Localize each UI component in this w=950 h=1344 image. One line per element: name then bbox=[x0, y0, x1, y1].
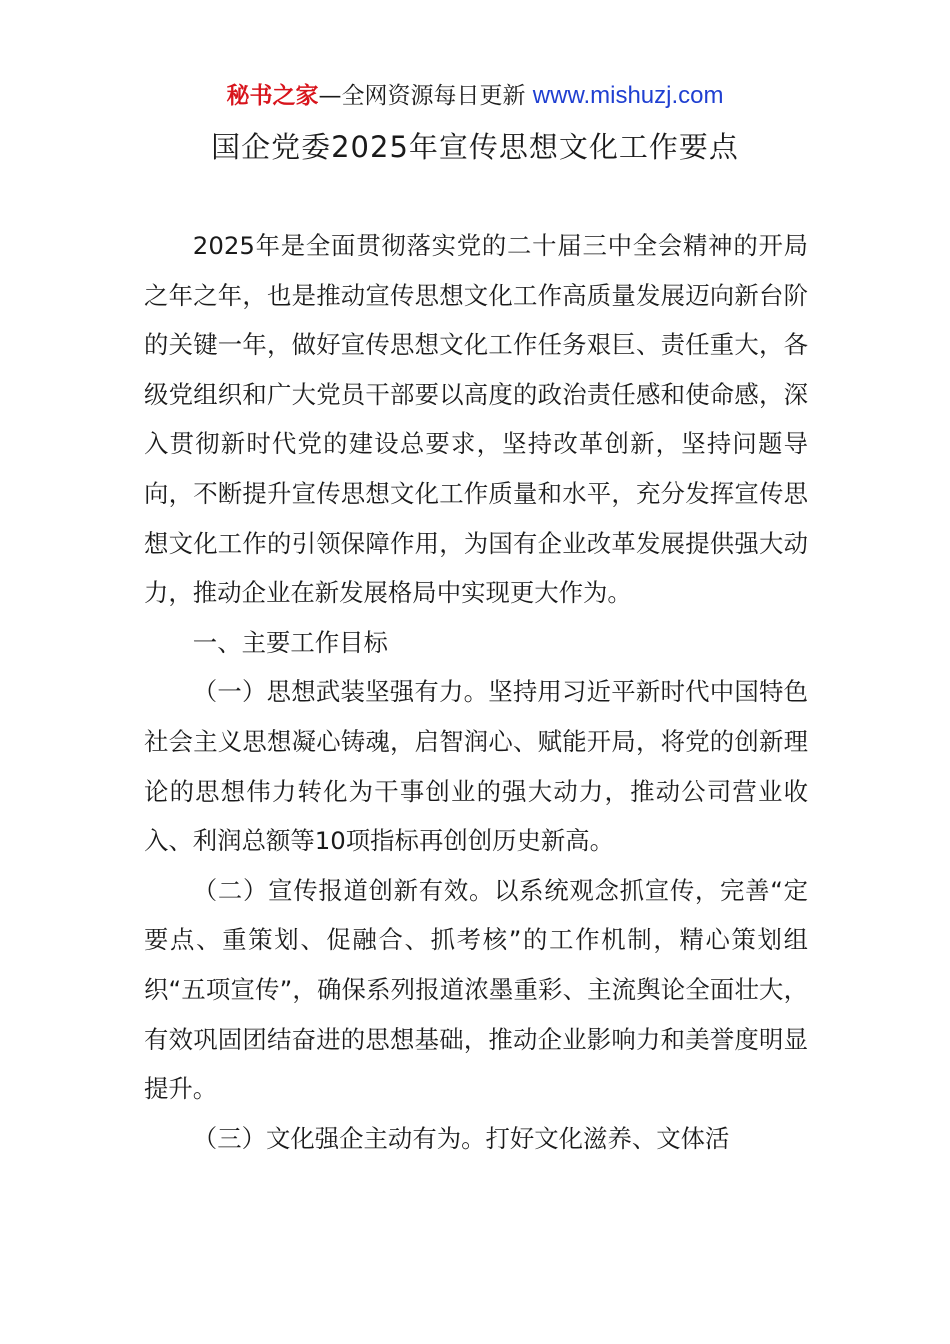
site-url-link[interactable]: www.mishuzj.com bbox=[532, 82, 724, 109]
document-title: 国企党委2025年宣传思想文化工作要点 bbox=[211, 130, 739, 164]
site-brand: 秘书之家 bbox=[226, 83, 319, 109]
goal-paragraph-2: （二）宣传报道创新有效。以系统观念抓宣传，完善“定要点、重策划、促融合、抓考核”的工作机制，精心策划组织“五项宣传”，确保系列报道浓墨重彩、主流舆论全面壮大，有效巩固团结奋进的思想基础，推动企业影响力和美誉度明显提升。 bbox=[144, 875, 808, 1104]
site-tagline: —全网资源每日更新 bbox=[318, 83, 533, 109]
goal-paragraph-3: （三）文化强企主动有为。打好文化滋养、文体活 bbox=[192, 1123, 730, 1153]
document-body bbox=[144, 221, 808, 1163]
goal-paragraph-1: （一）思想武装坚强有力。坚持用习近平新时代中国特色社会主义思想凝心铸魂，启智润心、赋能开局，将党的创新理论的思想伟力转化为干事创业的强大动力，推动公司营业收入、利润总额等10项指标再创创历史新高。 bbox=[144, 677, 808, 856]
site-header bbox=[0, 80, 950, 112]
section-heading: 一、主要工作目标 bbox=[192, 627, 388, 657]
intro-paragraph: 2025年是全面贯彻落实党的二十届三中全会精神的开局之年之年，也是推动宣传思想文化工作高质量发展迈向新台阶的关键一年，做好宣传思想文化工作任务艰巨、责任重大，各级党组织和广大党员干部要以高度的政治责任感和使命感，深入贯彻新时代党的建设总要求，坚持改革创新，坚持问题导向，不断提升宣传思想文化工作质量和水平，充分发挥宣传思想文化工作的引领保障作用，为国有企业改革发展提供强大动力，推动企业在新发展格局中实现更大作为。 bbox=[144, 231, 808, 608]
